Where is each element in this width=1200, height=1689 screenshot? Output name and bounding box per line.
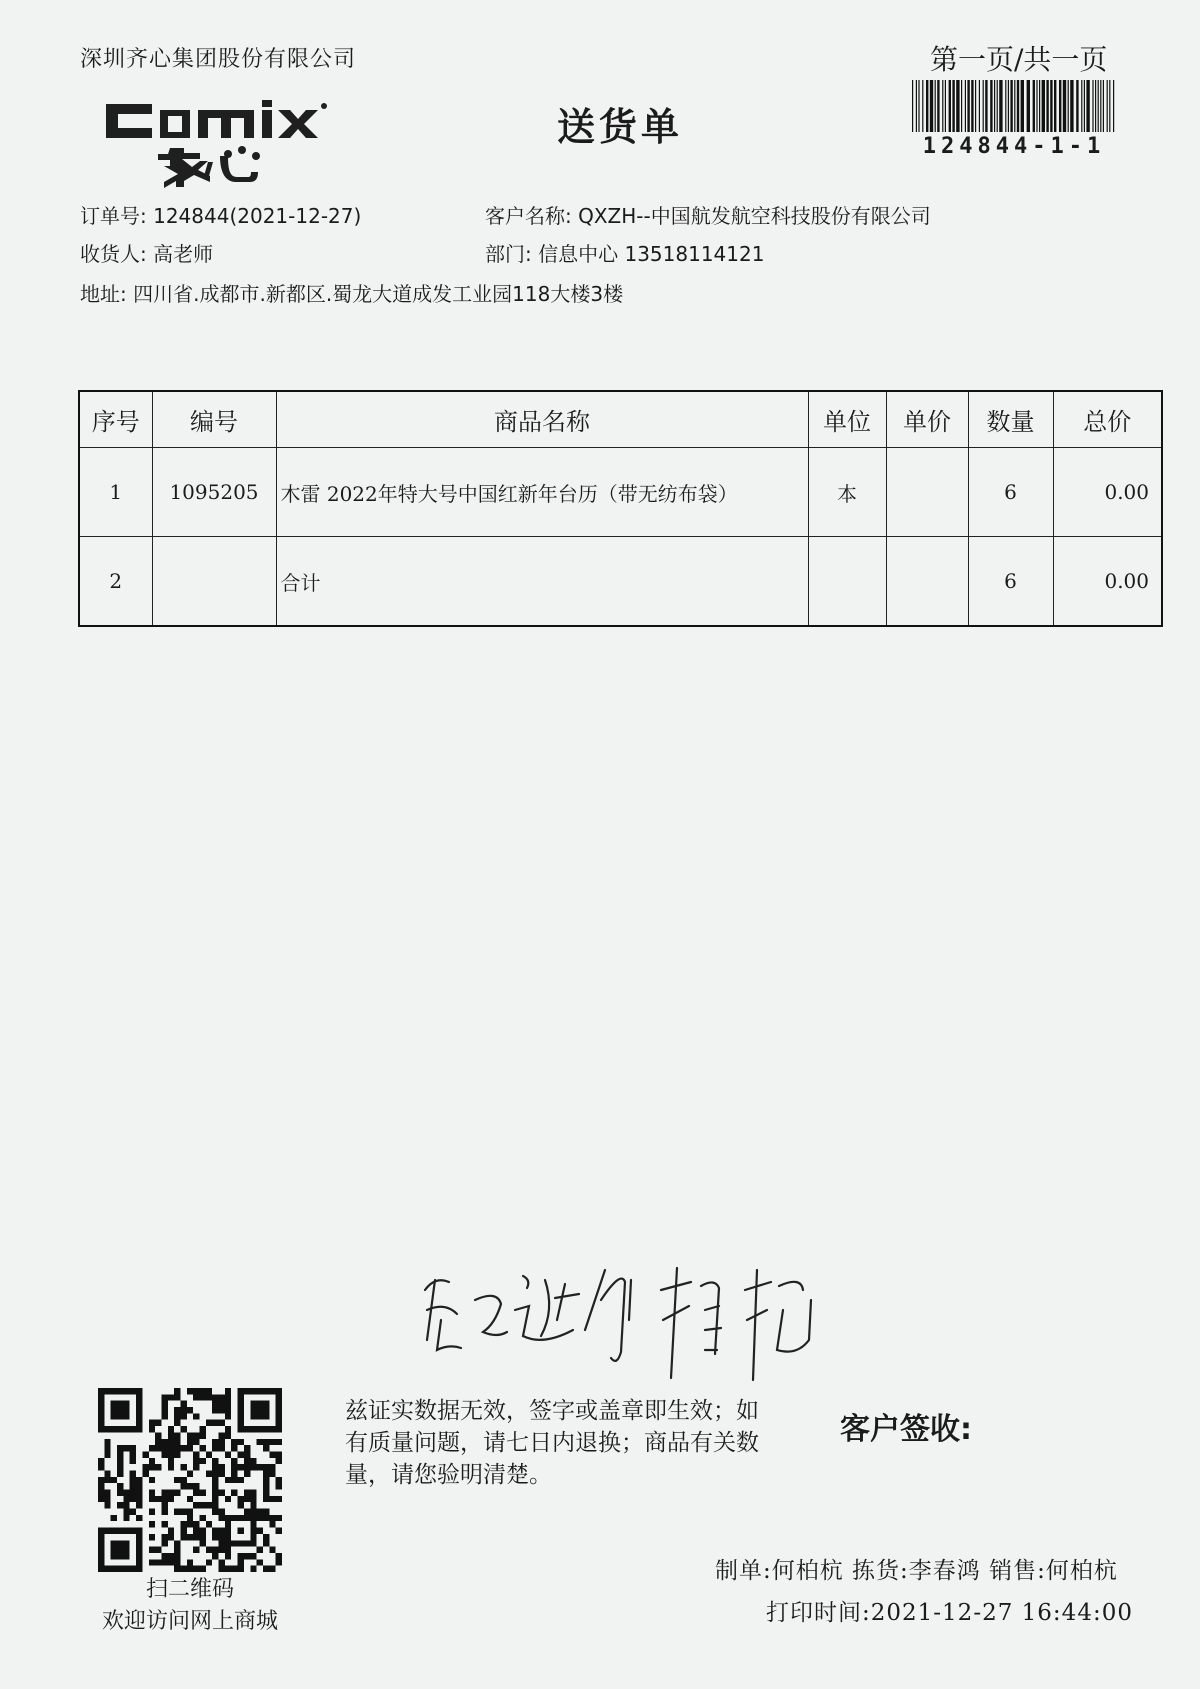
dept-label: 部门: [485,242,532,266]
col-header-product: 商品名称 [276,391,808,448]
cell-unit: 本 [808,448,886,537]
receiver-label: 收货人: [80,242,147,266]
table-row [79,448,1162,537]
qr-caption [80,1574,300,1638]
document-title: 送货单 [556,105,683,149]
cell-qty: 6 [968,448,1053,537]
staff-line: 制单:何柏杭 拣货:李春鸿 销售:何柏杭 [715,1558,1118,1584]
col-header-qty: 数量 [968,391,1053,448]
order-label: 订单号: [80,204,147,228]
delivery-table [78,390,1163,627]
customer-label: 客户名称: [485,204,572,228]
qr-code [98,1388,282,1572]
dept-value: 信息中心 13518114121 [538,242,765,266]
department [485,238,764,267]
order-number [80,200,361,229]
receiver [80,238,213,267]
print-time: 打印时间:2021-12-27 16:44:00 [766,1600,1133,1626]
col-header-price: 单价 [886,391,968,448]
table-row [79,537,1162,627]
cell-price [886,537,968,627]
customer-sign-label: 客户签收: [840,1412,972,1447]
page-indicator: 第一页/共一页 [930,43,1108,76]
address [80,278,623,307]
cell-unit [808,537,886,627]
cell-index: 1 [79,448,152,537]
company-name: 深圳齐心集团股份有限公司 [80,47,357,72]
col-header-unit: 单位 [808,391,886,448]
barcode-number: 124844-1-1 [922,134,1106,159]
comix-logo [100,96,330,191]
table-header-row [79,391,1162,448]
handwritten-signature [405,1250,825,1390]
col-header-total: 总价 [1053,391,1162,448]
cell-product: 合计 [276,537,808,627]
address-label: 地址: [80,282,127,306]
cell-total: 0.00 [1053,448,1162,537]
receiver-value: 高老师 [153,242,214,266]
notice-text: 兹证实数据无效，签字或盖章即生效；如有质量问题，请七日内退换；商品有关数量，请您验明清楚。 [345,1398,759,1488]
col-header-code: 编号 [152,391,276,448]
qr-caption-scan: 扫二维码 [145,1577,234,1602]
cell-total: 0.00 [1053,537,1162,627]
barcode [910,80,1118,132]
cell-qty: 6 [968,537,1053,627]
customer-name [485,200,931,229]
order-value: 124844(2021-12-27) [153,204,362,228]
qr-caption-welcome: 欢迎访问网上商城 [101,1609,278,1634]
address-value: 四川省.成都市.新都区.蜀龙大道成发工业园118大楼3楼 [133,282,624,306]
cell-price [886,448,968,537]
cell-index: 2 [79,537,152,627]
cell-product: 木雷 2022年特大号中国红新年台历（带无纺布袋） [276,448,808,537]
cell-code [152,537,276,627]
col-header-index: 序号 [79,391,152,448]
customer-value: QXZH--中国航发航空科技股份有限公司 [578,204,931,228]
cell-code: 1095205 [152,448,276,537]
